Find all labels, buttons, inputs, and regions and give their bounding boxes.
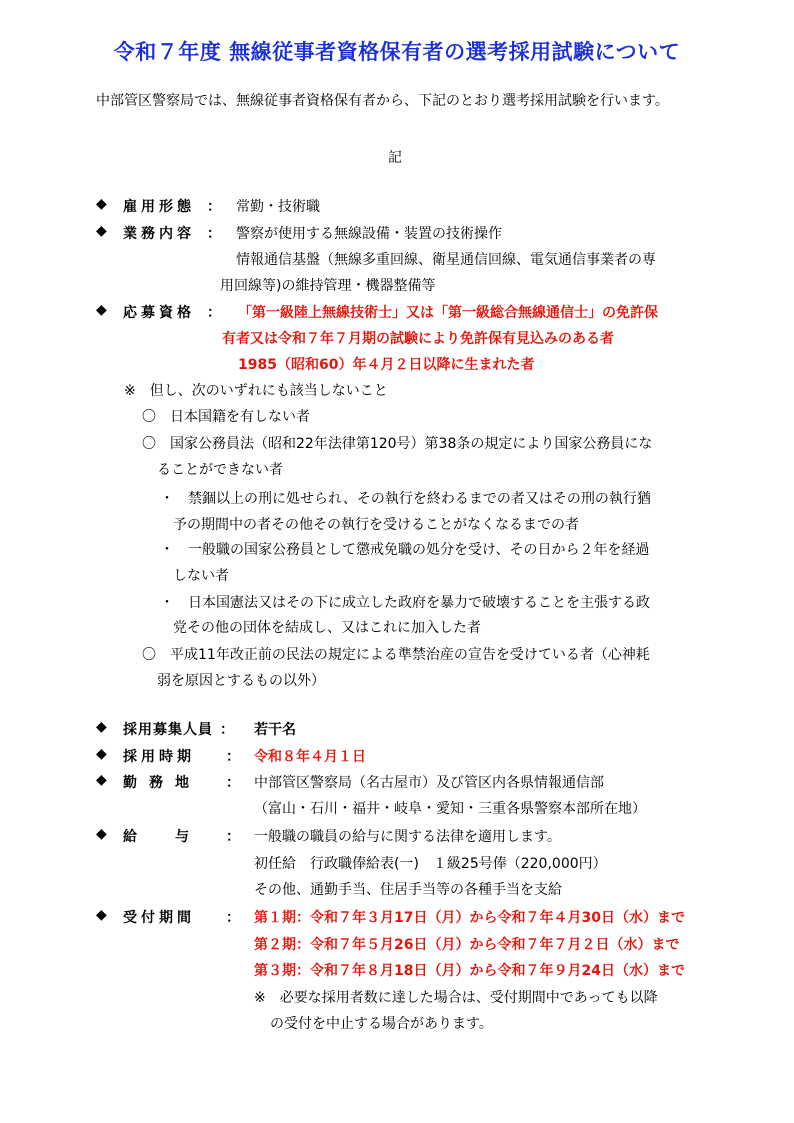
oubo-red-line: 「第一級陸上無線技術士」又は「第一級総合無線通信士」の免許保	[238, 305, 658, 321]
colon: ：	[226, 775, 240, 791]
colon: ：	[207, 305, 221, 321]
gyomu-line: 警察が使用する無線設備・装置の技術操作	[236, 226, 502, 242]
value-koyo: 常勤・技術職	[236, 199, 320, 215]
label-kyuyo: 給与	[123, 829, 227, 845]
label-jiki: 採用時期	[123, 749, 195, 765]
kyuyo-line: 初任給 行政職俸給表(一) １級25号俸（220,000円）	[254, 856, 607, 872]
kyuyo-line: 一般職の職員の給与に関する法律を適用します。	[254, 829, 561, 845]
uketsuke-period: 第１期：令和７年３月17日（月）から令和７年４月30日（水）まで	[254, 910, 685, 926]
colon: ：	[226, 829, 240, 845]
oubo-note: ※ 但し、次のいずれにも該当しないこと	[124, 383, 388, 399]
uketsuke-period: 第２期：令和７年５月26日（月）から令和７年７月２日（水）まで	[254, 937, 680, 953]
label-kinmu: 勤務地	[123, 775, 201, 791]
bullet-diamond-icon: ◆	[96, 746, 107, 762]
bullet-diamond-icon: ◆	[96, 196, 107, 212]
bullet-diamond-icon: ◆	[96, 907, 107, 923]
oubo-red-line: 1985（昭和60）年４月２日以降に生まれた者	[238, 357, 535, 373]
colon: ：	[220, 722, 234, 738]
intro-text: 中部管区警察局では、無線従事者資格保有者から、下記のとおり選考採用試験を行います。	[96, 93, 669, 109]
oubo-item: 党その他の団体を結成し、又はこれに加入した者	[173, 620, 481, 636]
kyuyo-line: その他、通勤手当、住居手当等の各種手当を支給	[254, 882, 562, 898]
uketsuke-period: 第３期：令和７年８月18日（月）から令和７年９月24日（水）まで	[254, 963, 685, 979]
value-jiki: 令和８年４月１日	[254, 749, 366, 765]
label-uketsuke: 受付期間	[123, 910, 195, 926]
label-koyo: 雇用形態	[123, 199, 195, 215]
oubo-item: ・ 一般職の国家公務員として懲戒免職の処分を受け、その日から２年を経過	[160, 542, 650, 558]
colon: ：	[207, 199, 221, 215]
oubo-item: ・ 日本国憲法又はその下に成立した政府を暴力で破壊することを主張する政	[160, 595, 650, 611]
kinmu-line: （富山・石川・福井・岐阜・愛知・三重各県警察本部所在地）	[254, 801, 646, 817]
oubo-item: 〇 平成11年改正前の民法の規定による準禁治産の宣告を受けている者（心神耗	[142, 647, 650, 663]
oubo-red-line: 有者又は令和７年７月期の試験により免許保有見込みのある者	[222, 331, 614, 347]
value-ninzu: 若干名	[254, 722, 296, 738]
oubo-item: ・ 禁錮以上の刑に処せられ、その執行を終わるまでの者又はその刑の執行猶	[160, 491, 651, 507]
oubo-item: 〇 日本国籍を有しない者	[142, 409, 310, 425]
colon: ：	[226, 910, 240, 926]
oubo-item: ることができない者	[157, 462, 283, 478]
oubo-item: しない者	[173, 568, 229, 584]
bullet-diamond-icon: ◆	[96, 223, 107, 239]
colon: ：	[207, 226, 221, 242]
label-oubo: 応募資格	[123, 305, 195, 321]
oubo-item: 予の期間中の者その他その執行を受けることがなくなるまでの者	[173, 517, 579, 533]
oubo-item: 〇 国家公務員法（昭和22年法律第120号）第38条の規定により国家公務員にな	[142, 436, 653, 452]
kinmu-line: 中部管区警察局（名古屋市）及び管区内各県情報通信部	[254, 775, 604, 791]
gyomu-line: 用回線等)の維持管理・機器整備等	[220, 278, 436, 294]
bullet-diamond-icon: ◆	[96, 826, 107, 842]
bullet-diamond-icon: ◆	[96, 772, 107, 788]
oubo-item: 弱を原因とするもの以外）	[157, 673, 325, 689]
gyomu-line: 情報通信基盤（無線多重回線、衛星通信回線、電気通信事業者の専	[236, 252, 656, 268]
label-gyomu: 業務内容	[123, 226, 195, 242]
colon: ：	[226, 749, 240, 765]
bullet-diamond-icon: ◆	[96, 302, 107, 318]
label-ninzu: 採用募集人員	[123, 722, 213, 738]
page-title: 令和７年度 無線従事者資格保有者の選考採用試験について	[113, 40, 681, 64]
uketsuke-note: の受付を中止する場合があります。	[270, 1016, 493, 1032]
bullet-diamond-icon: ◆	[96, 719, 107, 735]
ki-heading: 記	[388, 150, 402, 166]
uketsuke-note: ※ 必要な採用者数に達した場合は、受付期間中であっても以降	[254, 990, 658, 1006]
